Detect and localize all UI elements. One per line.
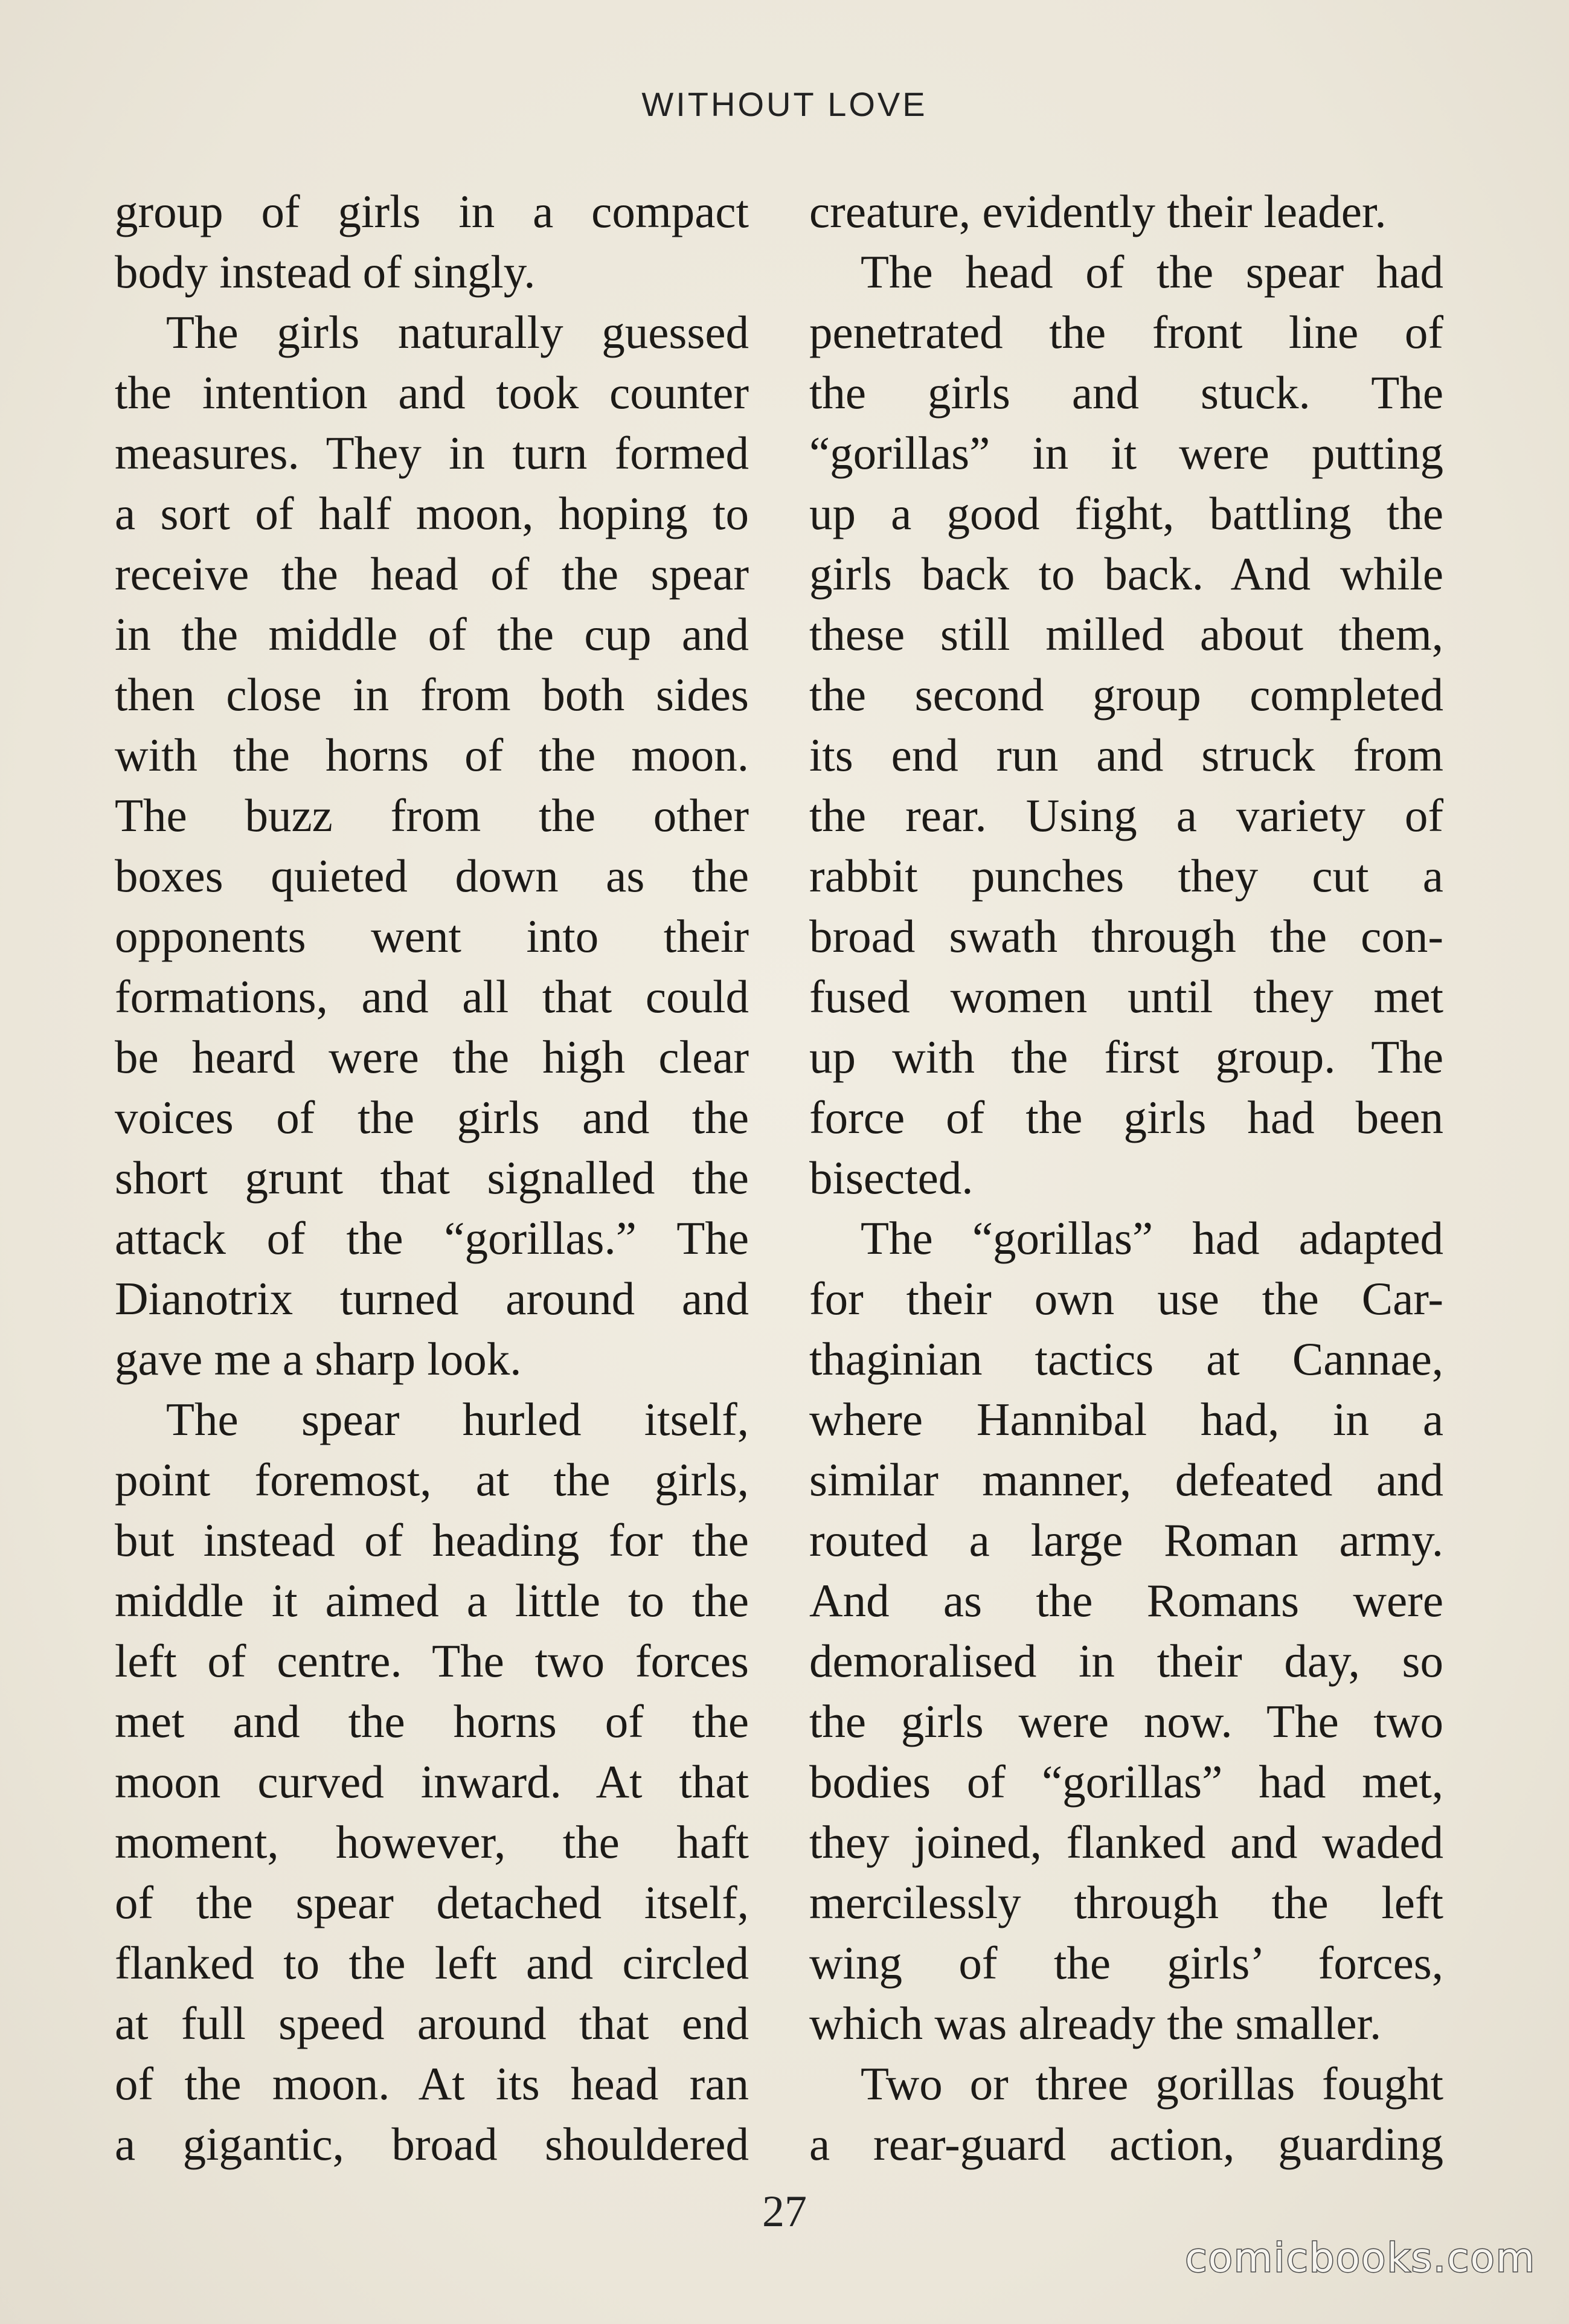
text-line: measures. They in turn formed (115, 427, 749, 479)
text-line: be heard were the high clear (115, 1031, 749, 1083)
text-line: a sort of half moon, hoping to (115, 487, 749, 539)
text-line: opponents went into their (115, 910, 749, 962)
text-line: Two or three gorillas fought (861, 2058, 1443, 2110)
text-line: of the spear detached itself, (115, 1876, 749, 1928)
text-line: wing of the girls’ forces, (809, 1937, 1443, 1989)
text-line: left of centre. The two forces (115, 1635, 749, 1687)
text-line: met and the horns of the (115, 1695, 749, 1747)
text-line: up with the first group. The (809, 1031, 1443, 1083)
text-line: the rear. Using a variety of (809, 789, 1443, 841)
text-line: body instead of singly. (115, 246, 536, 298)
text-line: in the middle of the cup and (115, 608, 749, 660)
text-line: demoralised in their day, so (809, 1635, 1443, 1687)
text-line: group of girls in a compact (115, 185, 749, 237)
text-line: gave me a sharp look. (115, 1333, 522, 1385)
text-line: The “gorillas” had adapted (861, 1212, 1443, 1264)
text-line: bodies of “gorillas” had met, (809, 1756, 1443, 1808)
text-line: force of the girls had been (809, 1091, 1443, 1143)
text-line: moment, however, the haft (115, 1816, 749, 1868)
text-line: but instead of heading for the (115, 1514, 749, 1566)
text-line: Dianotrix turned around and (115, 1273, 749, 1324)
text-line: up a good fight, battling the (809, 487, 1443, 539)
text-line: rabbit punches they cut a (809, 850, 1443, 902)
text-line: with the horns of the moon. (115, 729, 749, 781)
text-line: they joined, flanked and waded (809, 1816, 1443, 1868)
text-line: for their own use the Car- (809, 1273, 1443, 1324)
text-line: bisected. (809, 1152, 974, 1204)
text-line: The spear hurled itself, (166, 1393, 749, 1445)
text-line: where Hannibal had, in a (809, 1393, 1443, 1445)
text-line: the second group completed (809, 669, 1443, 721)
text-line: of the moon. At its head ran (115, 2058, 749, 2110)
left-column (115, 181, 749, 2174)
text-line: which was already the smaller. (809, 1997, 1382, 2049)
text-line: then close in from both sides (115, 669, 749, 721)
text-line: routed a large Roman army. (809, 1514, 1443, 1566)
text-line: the girls were now. The two (809, 1695, 1443, 1747)
text-line: flanked to the left and circled (115, 1937, 749, 1989)
text-line: at full speed around that end (115, 1997, 749, 2049)
text-line: And as the Romans were (809, 1574, 1443, 1626)
text-line: “gorillas” in it were putting (809, 427, 1443, 479)
text-line: the intention and took counter (115, 367, 749, 419)
running-head: WITHOUT LOVE (641, 85, 928, 123)
right-column (809, 181, 1443, 2174)
text-line: the girls and stuck. The (809, 367, 1443, 419)
text-line: fused women until they met (809, 971, 1443, 1022)
text-line: The head of the spear had (861, 246, 1443, 298)
text-line: penetrated the front line of (809, 306, 1443, 358)
text-line: formations, and all that could (115, 971, 749, 1022)
text-line: boxes quieted down as the (115, 850, 749, 902)
text-line: similar manner, defeated and (809, 1454, 1443, 1506)
text-line: short grunt that signalled the (115, 1152, 749, 1204)
text-line: The buzz from the other (115, 789, 749, 841)
text-line: mercilessly through the left (809, 1876, 1443, 1928)
text-line: moon curved inward. At that (115, 1756, 749, 1808)
text-line: thaginian tactics at Cannae, (809, 1333, 1443, 1385)
text-line: a gigantic, broad shouldered (115, 2118, 749, 2170)
text-line: its end run and struck from (809, 729, 1443, 781)
text-line: The girls naturally guessed (166, 306, 749, 358)
text-line: middle it aimed a little to the (115, 1574, 749, 1626)
watermark-logo: comicbooks.com (1185, 2235, 1536, 2281)
text-line: girls back to back. And while (809, 548, 1443, 600)
text-line: point foremost, at the girls, (115, 1454, 749, 1506)
text-line: voices of the girls and the (115, 1091, 749, 1143)
text-line: creature, evidently their leader. (809, 185, 1387, 237)
text-line: receive the head of the spear (115, 548, 749, 600)
text-line: these still milled about them, (809, 608, 1443, 660)
text-line: attack of the “gorillas.” The (115, 1212, 749, 1264)
page-number: 27 (762, 2187, 807, 2236)
text-line: broad swath through the con- (809, 910, 1443, 962)
text-line: a rear-guard action, guarding (809, 2118, 1443, 2170)
